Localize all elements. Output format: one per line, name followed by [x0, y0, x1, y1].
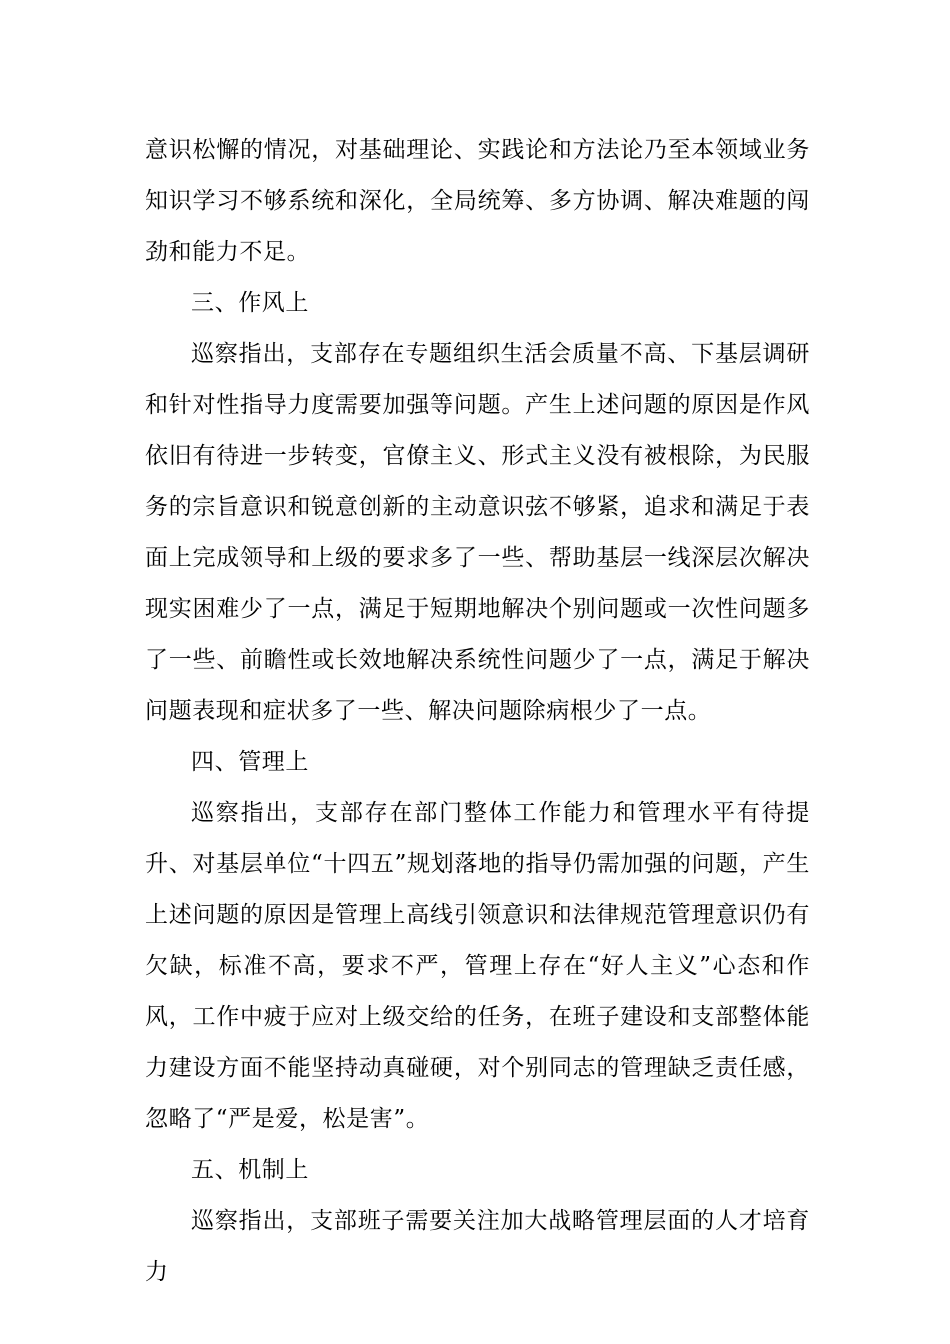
paragraph-style: 巡察指出，支部存在专题组织生活会质量不高、下基层调研和针对性指导力度需要加强等问题。产生上述问题的原因是作风依旧有待进一步转变，官僚主义、形式主义没有被根除，为民服务的宗旨意识和锐意创新的主动意识弦不够紧，追求和满足于表面上完成领导和上级的要求多了一些、帮助基层一线深层次解决现实困难少了一点，满足于短期地解决个别问题或一次性问题多了一些、前瞻性或长效地解决系统性问题少了一点，满足于解决问题表现和症状多了一些、解决问题除病根少了一点。: [145, 341, 810, 724]
document-body: [145, 125, 810, 1298]
paragraph-mechanism: 巡察指出，支部班子需要关注加大战略管理层面的人才培育力: [145, 1208, 810, 1285]
paragraph-management: 巡察指出，支部存在部门整体工作能力和管理水平有待提升、对基层单位“十四五”规划落地的指导仍需加强的问题，产生上述问题的原因是管理上高线引领意识和法律规范管理意识仍有欠缺，标准不高，要求不严，管理上存在“好人主义”心态和作风，工作中疲于应对上级交给的任务，在班子建设和支部整体能力建设方面不能坚持动真碰硬，对个别同志的管理缺乏责任感，忽略了“严是爱，松是害”。: [145, 800, 810, 1132]
paragraph-continuation: 意识松懈的情况，对基础理论、实践论和方法论乃至本领域业务知识学习不够系统和深化，全局统筹、多方协调、解决难题的闯劲和能力不足。: [145, 137, 810, 265]
section-heading-management: 四、管理上: [191, 749, 309, 775]
section-heading-style: 三、作风上: [191, 290, 309, 316]
section-heading-mechanism: 五、机制上: [191, 1157, 309, 1183]
